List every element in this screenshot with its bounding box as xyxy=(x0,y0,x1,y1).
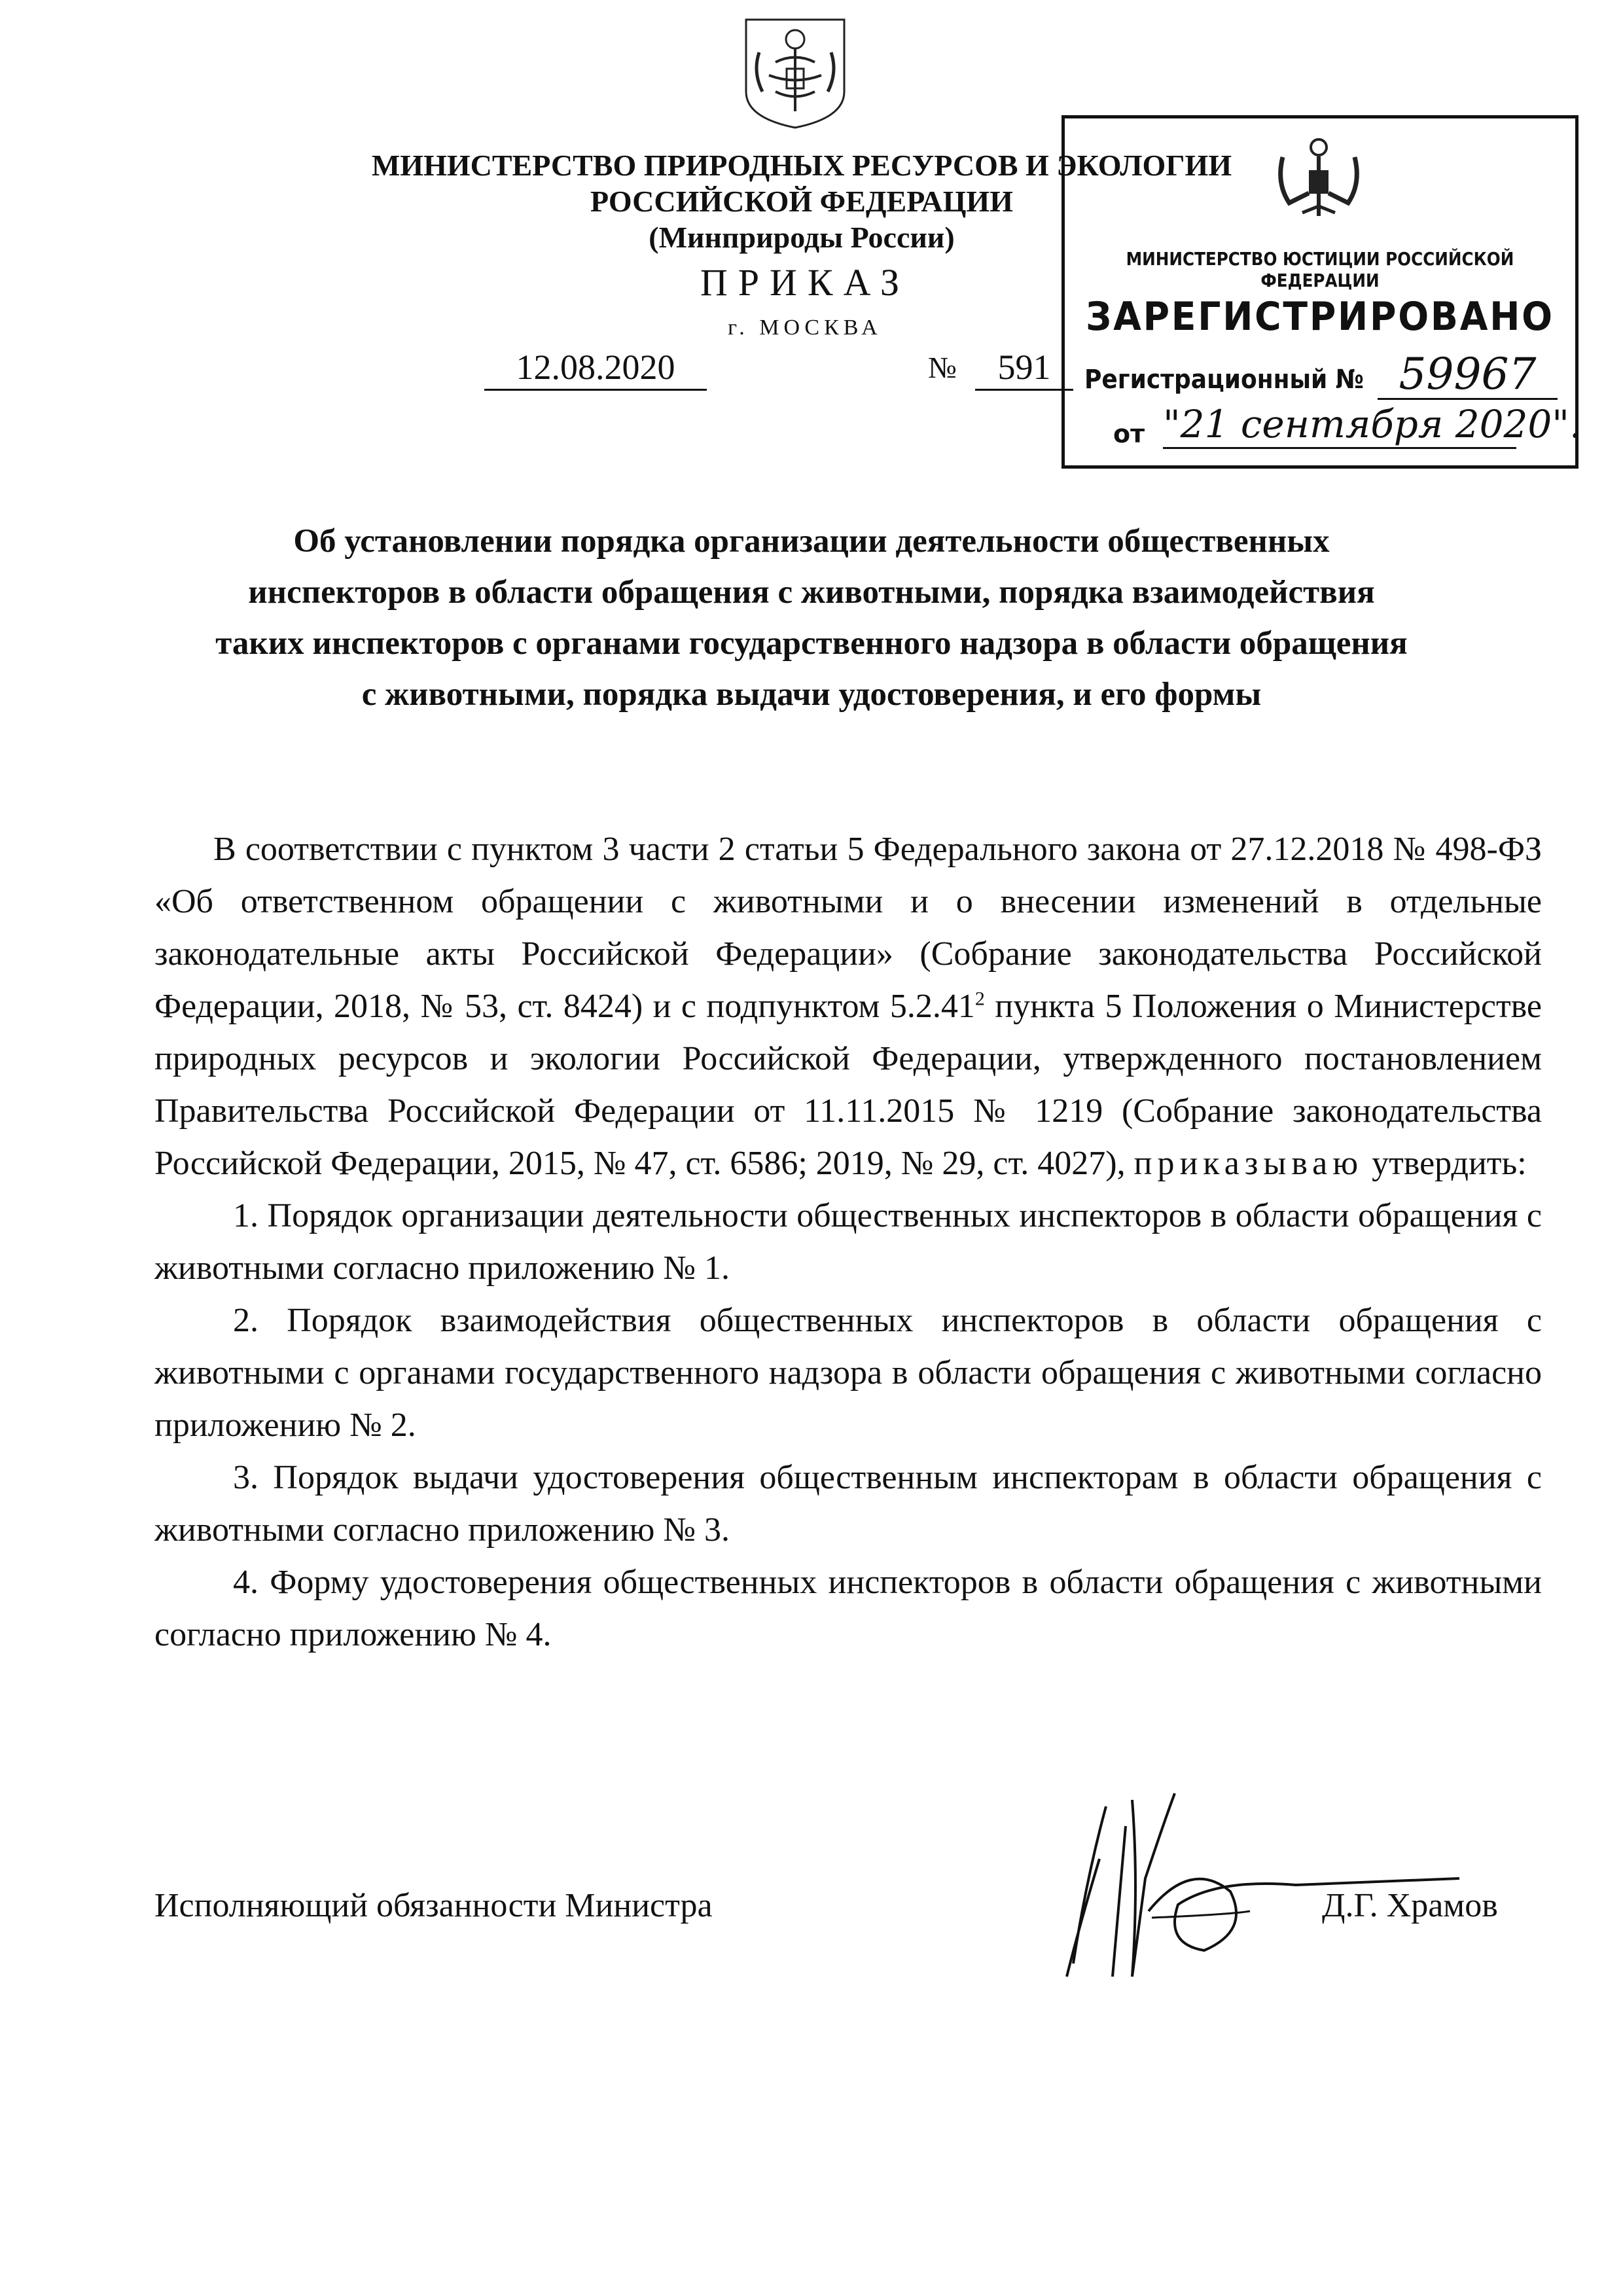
item-3: 3. Порядок выдачи удостоверения общественным инспекторам в области обращения с животными согласно приложению № 3. xyxy=(154,1459,1542,1549)
ministry-name-line2: РОССИЙСКОЙ ФЕДЕРАЦИИ xyxy=(590,185,1013,218)
ministry-name-line1: МИНИСТЕРСТВО ПРИРОДНЫХ РЕСУРСОВ И ЭКОЛОГИИ xyxy=(371,149,1232,182)
document-type: ПРИКАЗ xyxy=(700,261,910,304)
item-4: 4. Форму удостоверения общественных инспекторов в области обращения с животными согласно приложению № 4. xyxy=(154,1564,1542,1653)
document-date: 12.08.2020 xyxy=(484,347,707,391)
title-line3: таких инспекторов с органами государственного надзора в области обращения xyxy=(215,625,1408,662)
intro-superscript: 2 xyxy=(974,988,985,1010)
document-body xyxy=(154,823,1542,1661)
stamp-organization: МИНИСТЕРСТВО ЮСТИЦИИ РОССИЙСКОЙ ФЕДЕРАЦИИ xyxy=(1126,248,1514,291)
coat-of-arms-icon xyxy=(740,13,851,131)
intro-paragraph xyxy=(154,823,1542,1190)
document-city: г. МОСКВА xyxy=(728,315,882,340)
signatory-name: Д.Г. Храмов xyxy=(1322,1887,1498,1924)
intro-part1: В соответствии с пунктом 3 части 2 статьи 5 Федерального закона от 27.12.2018 № 498-ФЗ «Об ответственном обращении с животными и о внесении изменений в отдельные законодательные акты Российской Федерации» (Собрание законодательства Российской Федерации, 2018, № 53, ст. 8424) и с подпунктом 5.2.41 xyxy=(154,831,1542,1025)
intro-part2: пункта 5 Положения о Министерстве природных ресурсов и экологии Российской Федерации, утвержденного постановлением Правительства Российской Федерации от 11.11.2015 № 1219 (Собрание законодательства Российской Федерации, 2015, № 47, ст. 6586; 2019, № 29, ст. 4027), xyxy=(154,988,1542,1182)
title-line2: инспекторов в области обращения с животными, порядка взаимодействия xyxy=(248,574,1375,611)
document-title xyxy=(151,516,1472,720)
handwritten-signature xyxy=(1034,1780,1492,1990)
number-sign: № xyxy=(928,351,957,384)
stamp-date: "21 сентября 2020". xyxy=(1163,401,1516,449)
intro-part3: утвердить: xyxy=(1363,1145,1527,1182)
intro-order-word: приказываю xyxy=(1133,1145,1364,1182)
item-2: 2. Порядок взаимодействия общественных инспекторов в области обращения с животными с органами государственного надзора в области обращения с животными согласно приложению № 2. xyxy=(154,1302,1542,1444)
stamp-coat-of-arms-icon xyxy=(1273,128,1364,226)
registration-stamp xyxy=(1061,115,1582,469)
stamp-regnum: 59967 xyxy=(1378,351,1558,400)
signatory-position: Исполняющий обязанности Министра xyxy=(154,1887,713,1924)
stamp-regnum-label: Регистрационный № xyxy=(1084,365,1364,395)
ministry-short-name: (Минприроды России) xyxy=(649,221,955,254)
title-line1: Об установлении порядка организации деятельности общественных xyxy=(293,523,1330,560)
stamp-status: ЗАРЕГИСТРИРОВАНО xyxy=(1086,294,1554,340)
document-number: 591 xyxy=(975,347,1073,391)
item-1: 1. Порядок организации деятельности общественных инспекторов в области обращения с животными согласно приложению № 1. xyxy=(154,1197,1542,1287)
stamp-date-prefix: от xyxy=(1113,420,1145,448)
title-line4: с животными, порядка выдачи удостоверения, и его формы xyxy=(361,676,1262,713)
